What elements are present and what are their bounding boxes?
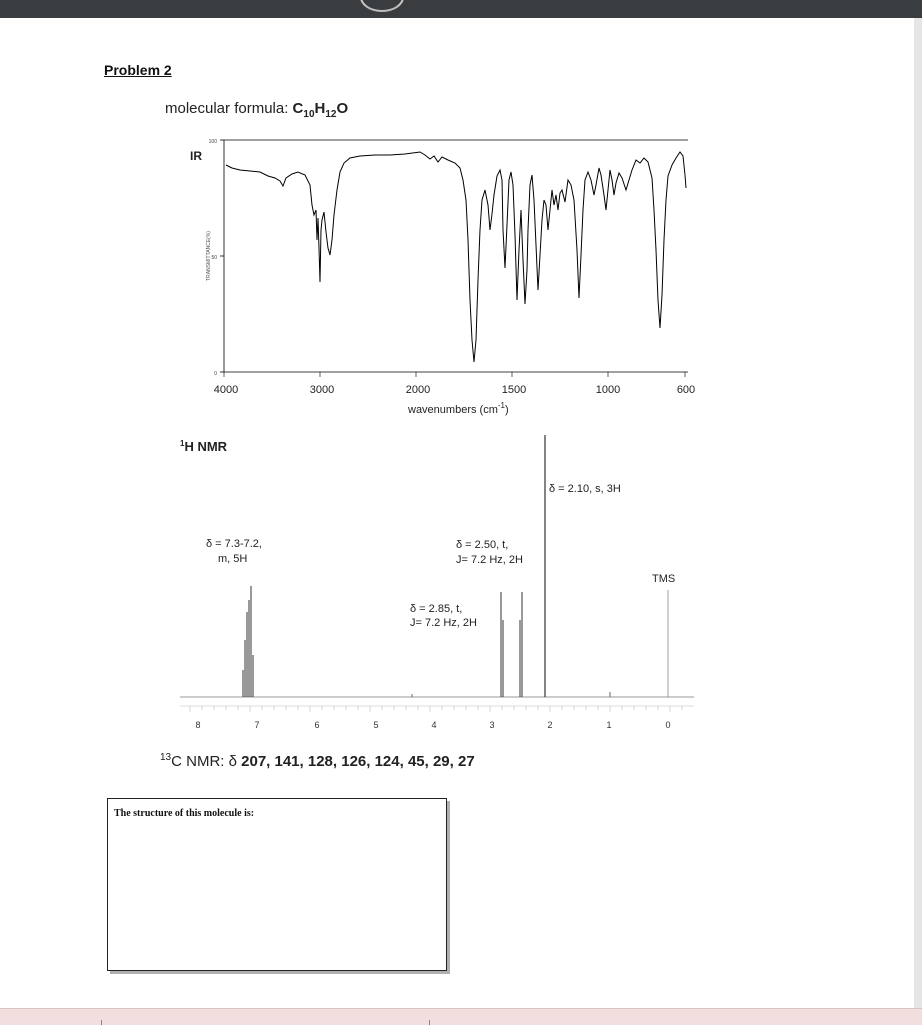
- ir-x-tick: 3000: [309, 384, 335, 396]
- aromatic-annotation: δ = 7.3-7.2,: [206, 538, 262, 550]
- ch2-2.85-annotation: J= 7.2 Hz, 2H: [410, 617, 477, 629]
- hnmr-x-tick: 4: [431, 720, 437, 730]
- hnmr-x-tick: 1: [606, 720, 612, 730]
- hnmr-ticks: [190, 706, 682, 712]
- ch2-2.85-annotation: δ = 2.85, t,: [410, 603, 463, 615]
- c13-values: 207, 141, 128, 126, 124, 45, 29, 27: [241, 753, 475, 770]
- bottom-separator: [429, 1020, 430, 1025]
- ir-x-tick: 1000: [595, 384, 621, 396]
- problem-title: Problem 2: [104, 62, 172, 78]
- hnmr-x-tick: 6: [314, 720, 320, 730]
- hnmr-x-tick: 5: [373, 720, 379, 730]
- ir-x-axis-label: wavenumbers $(cm^{-1})$: [408, 401, 509, 416]
- aromatic-annotation: m, 5H: [218, 553, 248, 565]
- hnmr-x-tick: 0: [665, 720, 671, 730]
- c13-nmr-line: $^{13}$C NMR: δ 207, 141, 128, 126, 124, 45, 29, 27: [160, 752, 475, 770]
- tms-annotation: TMS: [652, 573, 676, 585]
- hnmr-x-tick: 2: [547, 720, 553, 730]
- answer-box[interactable]: [107, 798, 447, 971]
- methyl-annotation: δ = 2.10, s, 3H: [549, 483, 621, 495]
- ch2-2.50-annotation: δ = 2.50, t,: [456, 539, 509, 551]
- hnmr-x-tick: 7: [254, 720, 260, 730]
- hnmr-x-tick: 3: [489, 720, 495, 730]
- viewer-bottom-bar: [0, 1008, 922, 1025]
- formula-prefix: molecular formula:: [165, 100, 293, 117]
- ir-y-tick: 50: [211, 255, 217, 261]
- hnmr-x-tick: 8: [195, 720, 201, 730]
- ch2-2.50-annotation: J= 7.2 Hz, 2H: [456, 554, 523, 566]
- answer-box-label: The structure of this molecule is:: [114, 808, 255, 819]
- bottom-separator: [101, 1020, 102, 1025]
- formula-value: $C_{10}H_{12}O$: [292, 100, 349, 120]
- ir-x-tick: 600: [676, 384, 696, 396]
- hnmr-label: $^1$H NMR: [180, 439, 228, 454]
- ir-x-tick: 4000: [213, 384, 239, 396]
- ir-y-tick: 0: [214, 371, 217, 377]
- ir-y-axis-label: TRANSMITTANCE(%): [206, 231, 212, 281]
- ir-y-tick: 100: [208, 139, 217, 145]
- hnmr-peaks: [243, 435, 668, 697]
- ir-x-tick: 1500: [501, 384, 527, 396]
- ir-x-tick: 2000: [405, 384, 431, 396]
- ir-label: IR: [190, 149, 202, 163]
